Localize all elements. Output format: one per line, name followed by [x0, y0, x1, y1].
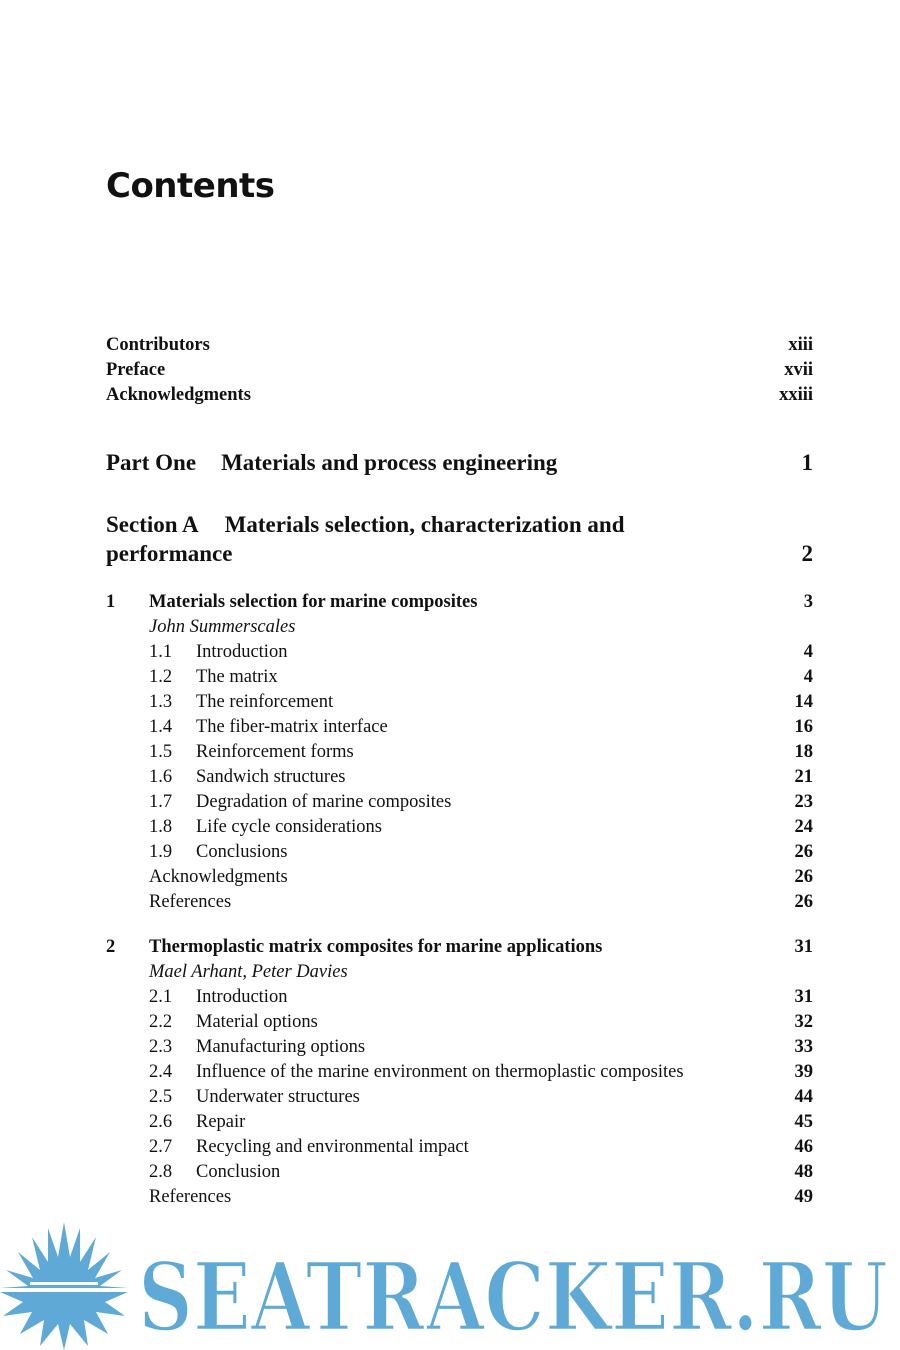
toc-entry[interactable] [149, 1085, 813, 1110]
toc-part-one[interactable] [106, 450, 813, 475]
entry-title: Manufacturing options [196, 1037, 366, 1057]
toc-entry-label: Preface [106, 360, 166, 380]
entry-title: Repair [196, 1112, 246, 1132]
chapter-authors: Mael Arhant, Peter Davies [149, 962, 348, 982]
entry-page: 44 [794, 1087, 813, 1107]
entry-title: Degradation of marine composites [196, 792, 452, 812]
toc-entry[interactable] [149, 640, 813, 665]
section-page: 2 [801, 541, 813, 566]
entry-number: 1.6 [149, 767, 173, 787]
entry-title: Introduction [196, 642, 288, 662]
entry-title: The fiber-matrix interface [196, 717, 388, 737]
toc-section-a-line2[interactable] [106, 539, 813, 568]
entry-page: 4 [803, 642, 813, 662]
chapter-authors: John Summerscales [149, 617, 296, 637]
entry-page: 39 [794, 1062, 813, 1082]
toc-entry[interactable] [149, 715, 813, 740]
entry-number: 1.7 [149, 792, 173, 812]
entry-title: Influence of the marine environment on thermoplastic composites [196, 1062, 684, 1082]
toc-entry[interactable] [149, 1135, 813, 1160]
entry-title: Recycling and environmental impact [196, 1137, 469, 1157]
entry-title: Acknowledgments [149, 867, 288, 887]
toc-entry-page: xxiii [779, 385, 813, 405]
toc-entry-contributors[interactable] [106, 333, 813, 358]
entry-page: 49 [794, 1187, 813, 1207]
entry-page: 26 [794, 892, 813, 912]
entry-page: 31 [794, 987, 813, 1007]
entry-number: 1.9 [149, 842, 173, 862]
toc-entry-acknowledgments[interactable] [106, 383, 813, 408]
entry-page: 26 [794, 867, 813, 887]
entry-number: 2.5 [149, 1087, 173, 1107]
toc-entry-label: Contributors [106, 335, 210, 355]
section-title-line1: Materials selection, characterization and [224, 512, 625, 537]
page-title: Contents [106, 166, 275, 206]
entry-number: 1.3 [149, 692, 173, 712]
entry-number: 1.8 [149, 817, 173, 837]
entry-page: 24 [794, 817, 813, 837]
entry-page: 4 [803, 667, 813, 687]
section-label: Section A [106, 512, 199, 537]
sun-icon [0, 1222, 128, 1350]
entry-title: The matrix [196, 667, 278, 687]
entry-title: The reinforcement [196, 692, 334, 712]
entry-number: 2.7 [149, 1137, 173, 1157]
entry-page: 46 [794, 1137, 813, 1157]
toc-entry[interactable] [149, 740, 813, 765]
toc-chapter-1[interactable] [106, 590, 813, 615]
toc-chapter-2[interactable] [106, 935, 813, 960]
entry-title: Introduction [196, 987, 288, 1007]
chapter-title: Thermoplastic matrix composites for marine applications [149, 937, 603, 957]
chapter-page: 31 [794, 937, 813, 957]
entry-title: Life cycle considerations [196, 817, 382, 837]
entry-title: Material options [196, 1012, 318, 1032]
toc-entry[interactable] [149, 840, 813, 865]
toc-entry[interactable] [149, 985, 813, 1010]
chapter-number: 2 [106, 937, 116, 957]
toc-entry[interactable] [149, 790, 813, 815]
entry-title: Conclusion [196, 1162, 281, 1182]
entry-page: 14 [794, 692, 813, 712]
part-title: Materials and process engineering [221, 450, 558, 475]
toc-entry-label: Acknowledgments [106, 385, 251, 405]
entry-title: References [149, 1187, 232, 1207]
toc-entry-page: xvii [784, 360, 813, 380]
entry-number: 2.1 [149, 987, 173, 1007]
entry-page: 33 [794, 1037, 813, 1057]
toc-entry[interactable] [149, 1035, 813, 1060]
entry-number: 2.8 [149, 1162, 173, 1182]
toc-entry-preface[interactable] [106, 358, 813, 383]
watermark-logo [0, 1212, 900, 1350]
entry-number: 1.4 [149, 717, 173, 737]
toc-entry[interactable] [149, 1110, 813, 1135]
entry-number: 1.5 [149, 742, 173, 762]
entry-number: 2.4 [149, 1062, 173, 1082]
entry-title: Conclusions [196, 842, 288, 862]
toc-entry-page: xiii [788, 335, 813, 355]
toc-entry[interactable] [149, 1010, 813, 1035]
entry-title: Reinforcement forms [196, 742, 354, 762]
toc-section-a[interactable] [106, 510, 813, 539]
toc-entry[interactable] [149, 815, 813, 840]
toc-entry[interactable] [149, 690, 813, 715]
part-page: 1 [801, 450, 813, 475]
part-label: Part One [106, 450, 197, 475]
entry-number: 2.6 [149, 1112, 173, 1132]
entry-title: Sandwich structures [196, 767, 346, 787]
watermark-text: SEATRACKER.RU [138, 1242, 888, 1350]
toc-entry[interactable] [149, 1185, 813, 1210]
entry-title: Underwater structures [196, 1087, 360, 1107]
section-title-line2: performance [106, 541, 233, 566]
chapter-title: Materials selection for marine composites [149, 592, 478, 612]
entry-number: 2.3 [149, 1037, 173, 1057]
entry-page: 18 [794, 742, 813, 762]
toc-entry[interactable] [149, 890, 813, 915]
entry-page: 26 [794, 842, 813, 862]
toc-entry[interactable] [149, 865, 813, 890]
entry-title: References [149, 892, 232, 912]
entry-number: 1.2 [149, 667, 173, 687]
toc-entry[interactable] [149, 765, 813, 790]
toc-entry[interactable] [149, 1060, 813, 1085]
entry-page: 21 [794, 767, 813, 787]
entry-page: 48 [794, 1162, 813, 1182]
entry-page: 23 [794, 792, 813, 812]
entry-page: 45 [794, 1112, 813, 1132]
entry-page: 16 [794, 717, 813, 737]
chapter-page: 3 [803, 592, 813, 612]
entry-number: 1.1 [149, 642, 173, 662]
chapter-number: 1 [106, 592, 116, 612]
toc-entry[interactable] [149, 1160, 813, 1185]
entry-number: 2.2 [149, 1012, 173, 1032]
toc-entry[interactable] [149, 665, 813, 690]
entry-page: 32 [794, 1012, 813, 1032]
